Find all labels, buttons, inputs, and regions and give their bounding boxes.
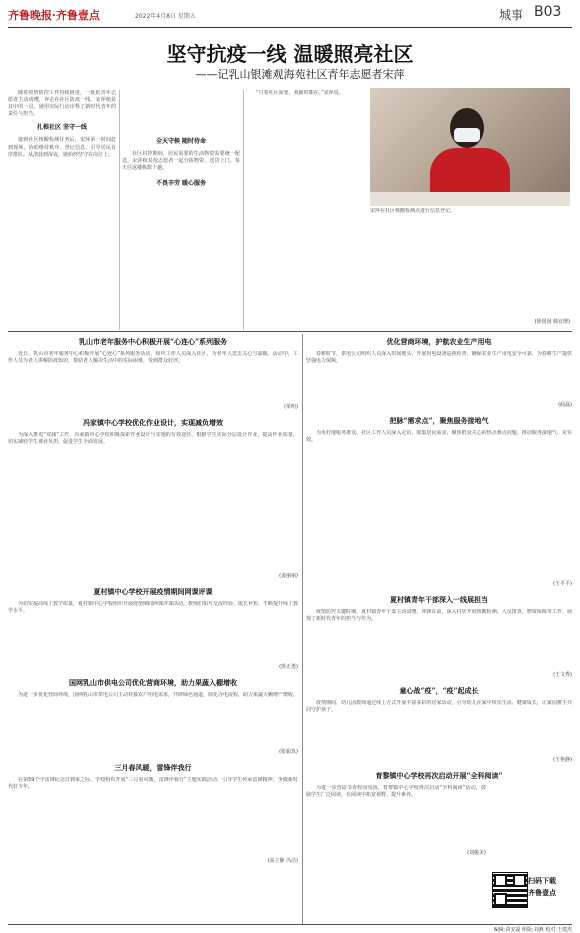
article-title: 优化营商环境，护航农业生产用电: [386, 337, 492, 346]
qr-finder: [494, 874, 507, 887]
newspaper-logo: 齐鲁晚报·齐鲁壹点: [8, 9, 100, 22]
lead-subhead-3: 不畏辛劳 暖心服务: [155, 180, 207, 188]
lead-subtitle: ——记乳山银滩观海苑社区青年志愿者宋萍: [195, 68, 405, 81]
block-divider: [302, 334, 303, 924]
article-title: 三月春风暖，雷锋伴我行: [114, 763, 192, 772]
article-credit: (刘俊美): [467, 850, 486, 856]
article-title: 育黎镇中心学校再次启动开展“全科阅读”: [375, 771, 503, 780]
article-title: 夏村镇中心学校开展疫情期间网课评课: [93, 587, 213, 596]
column-divider: [243, 90, 244, 330]
lead-paragraph: 接到社区核酸检测任务后，宋萍第一时间赶到现场，协助维持秩序、登记信息、引导居民有序排队。从清晨到深夜，她始终坚守在岗位上。: [8, 137, 116, 158]
lead-column-1: [8, 90, 116, 330]
lead-paragraph: “只要社区需要，我随时都在。”宋萍说。: [256, 90, 344, 96]
lead-byline: (徐国园 韩宜增): [534, 319, 570, 325]
article-body: 在第59个学雷锋纪念日到来之际，学校组织开展“三月春风暖，雷锋伴我行”主题实践活动，引导学生传承雷锋精神，争做新时代好少年。: [8, 777, 298, 791]
article-body: 为切实提高线上教学质量，夏村镇中心学校组织开展疫情期间网课评课活动，教师们相互交流经验、取长补短，不断提升线上教学水平。: [8, 601, 298, 615]
qr-code[interactable]: [492, 872, 528, 908]
article-title: 夏村镇青年干部深入一线展担当: [390, 595, 488, 604]
article-credit: (曲磊): [558, 402, 572, 408]
issue-date: 2022年4月8日 星期五: [135, 13, 196, 20]
article-body: 为进一步营造书香校园氛围，育黎镇中心学校再次启动“全科阅读”活动，鼓励学生广泛阅读，在阅读中拓宽视野、提升素养。: [306, 785, 486, 799]
article-title: 冯家镇中心学校优化作业设计，实现减负增效: [83, 418, 223, 427]
left-news-block: [8, 334, 298, 924]
article-credit: (姜丽丽): [279, 573, 298, 579]
lead-subhead-1: 扎根社区 坚守一线: [36, 124, 88, 132]
masthead: [0, 0, 580, 30]
article-credit: (王平平): [553, 581, 572, 587]
article-body: 疫情防控关键时期，夏村镇青年干部主动请缨，冲锋在前，深入村居开展核酸检测、人员排查、物资保障等工作，展现了新时代青年的担当与作为。: [306, 609, 572, 623]
lead-column-3: [246, 90, 364, 330]
photo-caption: 宋萍在社区核酸检测点进行信息登记。: [370, 208, 456, 214]
masthead-rule: [8, 27, 572, 28]
article-credit: (王文秀): [553, 672, 572, 678]
footer-rule: [8, 924, 572, 925]
article-body: 为深入推进“双减”工作，冯家镇中心学校积极探索作业设计与实施的有效途径，根据学生实际分层设计作业，提高作业质量，切实减轻学生课业负担，促进学生全面发展。: [8, 432, 298, 446]
article-title: 乳山市老年服务中心积极开展“心连心”系列服务: [78, 337, 228, 346]
qr-finder: [494, 893, 507, 906]
article-credit: (张振玖): [279, 749, 298, 755]
editor-credits: 编辑:苗安磊 组版:刘燕 校对:王建杰: [493, 927, 572, 933]
section-name: 城事: [499, 8, 524, 22]
article-body: 疫情期间，幼儿园教师通过线上方式开展丰富多彩的居家活动，引导幼儿在家中快乐生活、健康成长，让家园携手共同守护孩子。: [306, 700, 572, 714]
lead-subhead-2: 全天守候 随时待命: [155, 138, 207, 145]
article-title: 把脉“需求点”，聚焦服务接地气: [389, 416, 489, 425]
lead-headline: 坚守抗疫一线 温暖照亮社区: [166, 42, 414, 66]
right-news-block: [306, 334, 572, 924]
qr-label-1: 扫码下载: [528, 876, 556, 885]
article-title: 国网乳山市供电公司优化营商环境，助力果蔬入棚增收: [69, 678, 237, 687]
lead-paragraph: 随着疫情防控工作持续推进，一批批青年志愿者主动请缨，奔走在社区防疫一线。宋萍便是其中的一员，她用实际行动诠释了新时代青年的责任与担当。: [8, 90, 116, 118]
article-body: 近日，乳山市老年服务中心积极开展“心连心”系列服务活动，组织工作人员深入社区，为老年人送去关心与温暖。活动中，工作人员为老人讲解防疫知识，帮助老人解决生活中的实际困难，受到群众好评。: [8, 351, 298, 365]
column-divider: [119, 90, 120, 330]
article-title: 童心战“疫”，“疫”起成长: [399, 686, 479, 695]
article-credit: (徐正勇): [279, 664, 298, 670]
photo-desk: [370, 192, 570, 206]
article-body: 为进一步优化营商环境，国网乳山市供电公司主动对接农户用电需求，开辟绿色通道，简化办电流程，助力果蔬大棚增产增收。: [18, 692, 298, 698]
article-credit: (高立静 冯洁): [267, 858, 298, 864]
lead-bottom-rule: [8, 331, 572, 332]
article-body: 春耕时节，供电公司组织人员深入田间地头，开展用电设备巡视检查，确保农业生产用电安全可靠，为春耕生产提供坚强电力保障。: [306, 351, 572, 365]
photo-mask: [454, 128, 480, 142]
qr-finder: [513, 874, 526, 887]
lead-photo: [370, 88, 570, 206]
article-body: 为更好地服务群众，社区工作人员深入走访，收集居民需求，聚焦群众关心的热点难点问题，推动服务接地气、见实效。: [306, 430, 572, 444]
qr-label-2: 齐鲁壹点: [528, 888, 556, 897]
lead-paragraph: 社区封控期间，居民需要的生活物资需要统一配送，宋萍和其他志愿者一起分拣物资、送货上门，每天往返楼栋数十趟。: [122, 151, 240, 172]
page-number: B03: [534, 4, 562, 20]
article-credit: (单明): [284, 404, 298, 410]
article-credit: (王艳静): [553, 757, 572, 763]
lead-column-2: [122, 90, 240, 330]
